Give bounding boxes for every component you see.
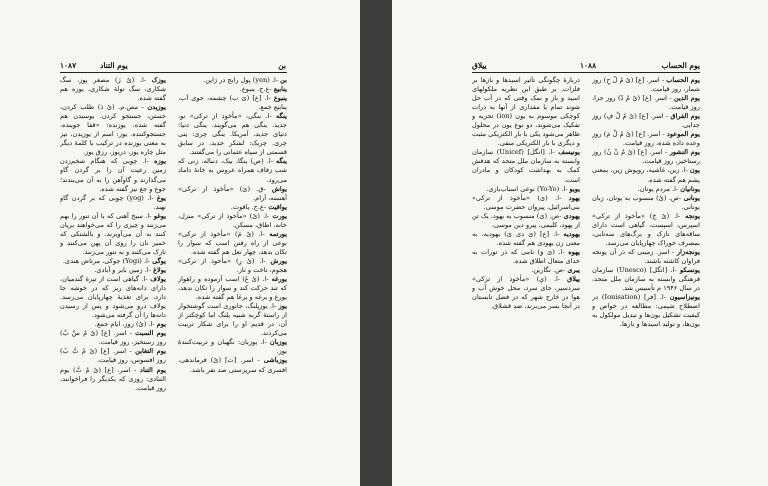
dictionary-entry xyxy=(592,76,700,94)
dictionary-entry xyxy=(592,266,700,293)
entry-headword: ینگه xyxy=(275,112,287,121)
entry-headword: یوغ xyxy=(156,193,166,202)
entry-headword: یولاغ xyxy=(153,265,166,274)
entry-definition: - اسر. [ع] (یُ مُ تَّ بُ) روز افسوس، روز قیامت. xyxy=(60,347,166,365)
right-page-column-right xyxy=(592,76,700,329)
entry-headword: یویو xyxy=(569,184,580,193)
entry-headword: یورت xyxy=(272,211,287,220)
entry-headword: یوم الفراق xyxy=(670,112,700,121)
dictionary-entry xyxy=(472,76,580,148)
dictionary-entry xyxy=(60,212,166,257)
dictionary-entry xyxy=(178,257,287,275)
entry-definition: -ع.ج. ینبوع. xyxy=(239,85,274,94)
dictionary-entry xyxy=(60,320,166,329)
entry-definition: -ا. (یَ وَ) نامی که در تورات به خدای متعال اطلاق شده. xyxy=(472,247,580,265)
entry-headword: یواقیت xyxy=(268,202,287,211)
entry-definition: -ع.ج. یاقوت. xyxy=(230,202,269,211)
entry-definition: -ا. [ع] (یَ ب) چشمه، جوی آب، ینابیع جمع. xyxy=(178,94,287,112)
entry-definition: -ا. یوزپلنگ، جانوری است گوشتخوار از راستهٔ گربه شبیه پلنگ اما کوچکتر از آن، در قدیم او را برای شکار تربیت می‌کردند. xyxy=(178,302,287,338)
dictionary-entry xyxy=(472,194,580,212)
entry-headword: یونیسف xyxy=(558,148,580,157)
entry-definition: -ا. (یُ رِ) «مأخوذ از ترکی» هجوم، تاخت و تاز. xyxy=(178,256,287,274)
dictionary-entry xyxy=(60,266,166,275)
entry-headword: یورتمه xyxy=(269,229,287,238)
dictionary-entry xyxy=(472,266,580,275)
dictionary-entry xyxy=(472,212,580,230)
dictionary-entry xyxy=(60,76,166,103)
left-page-number: ۱۰۸۷ xyxy=(60,61,77,70)
entry-headword: یونجه‌زار xyxy=(676,247,700,256)
entry-definition: -ا. (yen) پول رایج در ژاپن. xyxy=(203,76,281,84)
entry-definition: -ا. (یُ جَ) «مأخوذ از ترکی» اسپرس، اسپست، گیاهی است دارای ساقه‌های نازک و برگ‌های سه‌تایی، بمصرف خوراک چهارپایان می‌رسد. xyxy=(592,211,700,247)
entry-definition: - اسر. [ع] (یُ مُ تَّ) یوم التنادی: روزی که یکدیگر را فراخوانند، روز قیامت. xyxy=(60,365,166,392)
dictionary-entry xyxy=(60,257,166,266)
entry-headword: یبری xyxy=(567,265,580,274)
dictionary-entry xyxy=(472,185,580,194)
entry-headword: یوغو xyxy=(153,211,166,220)
entry-definition: -ا. (yog) چوبی که بر گردن گاو نهند. xyxy=(60,193,166,211)
entry-definition: -ا. [فر] (Ionisation) در اصطلاح شیمی: مطالعه در خواص و کیفیت تشکیل یون‌ها و تبدیل مولکول به یون‌ها، و تولید اسیدها و بازها. xyxy=(592,293,700,329)
entry-headword: یوم النشور xyxy=(669,148,700,157)
entry-headword: ینبوع xyxy=(273,94,287,103)
entry-definition: -ا. (یِ) «مأخوذ از ترکی» سردسیر، جای سرد، محل خوش آب و هوا در خارج شهر که در فصل تابستان در آنجا بسر می‌برند، ضد قشلاق. xyxy=(472,275,580,311)
entry-headword: یونانی xyxy=(683,193,700,202)
dictionary-entry xyxy=(472,275,580,311)
dictionary-entry xyxy=(178,112,287,157)
entry-definition: - اسر. [ع] (یُ مُ لْ مَ) روز وعده داده شده، روز قیامت. xyxy=(592,130,700,148)
entry-headword: یهودیه xyxy=(563,229,580,238)
dictionary-entry xyxy=(178,76,287,85)
left-header-rule xyxy=(60,72,287,73)
entry-headword: یوم التناد xyxy=(140,365,166,374)
dictionary-entry xyxy=(60,329,166,347)
dictionary-entry xyxy=(178,185,287,203)
right-guide-first: یوم الحساب xyxy=(661,61,700,70)
dictionary-entry xyxy=(178,230,287,257)
left-page-column-right xyxy=(178,76,287,375)
entry-headword: یولاف xyxy=(150,275,166,284)
entry-definition: -ا. (Yo-Yo) نوعی اسباب‌بازی. xyxy=(486,184,570,193)
entry-headword: یوزه xyxy=(154,157,166,166)
entry-definition: -ا. مردم یونان. xyxy=(637,184,681,193)
entry-definition: -ا. گیاهی است از تیرهٔ گندمیان، دارای دانه‌های ریز که در خوشه جا دارد، برای تغذیهٔ چهارپایان می‌رسد. یولاف درو می‌شود و پس از رسیدن دانه‌ها را آن گرفته می‌شود. xyxy=(60,275,166,320)
dictionary-entry xyxy=(178,338,287,356)
entry-headword: یهودی xyxy=(563,211,580,220)
entry-definition: -ا. (ص) ینگا، بیک، دنباله، زنی که شب زفاف همراه عروس به خانهٔ داماد می‌رود. xyxy=(178,157,287,184)
entry-definition: -ص. نگارین. xyxy=(531,265,568,274)
dictionary-entry xyxy=(60,194,166,212)
entry-definition: -ص. (یُ) منسوب به یونان، زبان یونانی. xyxy=(592,193,700,211)
entry-headword: یوزیدن xyxy=(147,103,166,112)
entry-definition: -ا. (یُ) «مأخوذ از ترکی» منزل، خانه، اطاق، مسکن. xyxy=(178,211,287,229)
entry-headword: یوزک xyxy=(151,76,166,84)
left-guide-last: یوم التناد xyxy=(100,61,128,70)
dictionary-entry xyxy=(60,103,166,157)
entry-headword: یورش xyxy=(270,256,287,265)
entry-headword: یهوه xyxy=(568,247,580,256)
entry-headword: یونانیان xyxy=(680,184,700,193)
entry-headword: یوم الموعود xyxy=(666,130,700,139)
entry-headword: یوم الدین xyxy=(673,94,700,103)
entry-definition: -ا. (یَ) «مأخوذ از ترکی» بنی‌اسرائیل، پیروان حضرت موسی. xyxy=(472,193,580,211)
entry-headword: یهود xyxy=(568,193,580,202)
dictionary-entry xyxy=(592,248,700,266)
entry-definition: -ا. (یُ) روز، ایام جمع. xyxy=(94,320,157,329)
entry-headword: یونسکو xyxy=(679,265,700,274)
dictionary-entry xyxy=(592,212,700,248)
dictionary-entry xyxy=(592,185,700,194)
dictionary-entry xyxy=(178,157,287,184)
entry-headword: یونجه xyxy=(685,211,700,220)
entry-definition: -ا. یوزبان: نگهبان و تربیت‌کنندهٔ یوز. xyxy=(178,338,287,356)
entry-headword: یوم السبت xyxy=(135,329,166,338)
entry-definition: - اسر. [ع] (یُ مُ سَّ بْ) روز رستخیز، روز قیامت. xyxy=(60,329,166,347)
entry-headword: یوگی xyxy=(152,256,166,265)
right-guide-last: ییلاق xyxy=(472,61,487,70)
dictionary-entry xyxy=(592,94,700,112)
dictionary-entry xyxy=(178,302,287,338)
right-page-column-left xyxy=(472,76,580,311)
entry-headword: یونیزاسیون xyxy=(669,293,700,302)
right-page xyxy=(392,0,768,486)
entry-definition: -ا. (یُ مَ) «مأخوذ از ترکی» نوعی از راه رفتن اسب که سوار را تکان بدهد، چهار نعل هم گفته شده. xyxy=(178,229,287,256)
entry-headword: یون xyxy=(689,166,700,175)
entry-definition: - مص.م. (یُ دَ) طلب کردن، جستن، جستجو کردن. یوسیدن هم گفته شده. یوزنده: «قفا جوینده، جستجوکننده. یوز: اسم از یوزیدن، نیز به معنی یوزنده در ترکیب با کلمهٔ دیگر مثل چاره یوز، دریوز، رزق یوز. xyxy=(60,103,166,157)
dictionary-entry xyxy=(178,275,287,302)
entry-definition: -ا. زین، غاشیه، روپوش زین، بمعنی پشم هم گفته شده. xyxy=(592,166,700,184)
dictionary-entry xyxy=(178,203,287,212)
left-page-column-left xyxy=(60,76,166,393)
entry-definition: -ص. (یَ) منسوب به یهود، یک تن از یهود، کلیمی، پیرو دین موسی. xyxy=(472,211,580,229)
entry-definition: - اسر. [ع] (یُ مُ دّ) روز جزا، روز قیامت. xyxy=(592,94,700,112)
dictionary-entry xyxy=(592,166,700,184)
dictionary-entry xyxy=(472,248,580,266)
dictionary-entry xyxy=(592,194,700,212)
entry-definition: - اسر. [ع] (یُ مُ لْ حِ) روز شمار، روز قیامت. xyxy=(592,76,700,94)
dictionary-entry xyxy=(178,85,287,94)
dictionary-entry xyxy=(592,112,700,130)
left-page xyxy=(0,0,360,486)
entry-headword: یوز xyxy=(278,302,287,311)
entry-headword: ییلاق xyxy=(567,275,580,284)
entry-definition: -ا. (Yogi) جوکی، مرتاض هندی. xyxy=(62,256,153,265)
entry-definition: -ا. سیخ آهنی که با آن تنور را بهم می‌زنند و چیزی را که می‌خواهند بریان کنند به آن می‌آویزند، و بالشتکی که خمیر نان را روی آن پهن می‌کنند و نازک می‌کنند و به تنور می‌زنند. xyxy=(60,211,166,256)
entry-definition: -ا. (یُ غَ) اسب آزموده و راهوار که تند حرکت کند و سوار را تکان ندهد، یورغ و یرغه و یرغا هم گفته شده. xyxy=(178,275,287,302)
entry-definition: -ا. بنگی، «مأخوذ از ترکی» نو، جدید. ینگی هم می‌گویند. ینگی دنیا: دنیای جدید، آمریکا. ینگی چری: ینی چری. چریک: لشکر جدید، در سابق قسمتی از سپاه عثمانی را می‌گفتند. xyxy=(178,112,287,157)
entry-definition: -ا. (یُ زَ) مصغر یوز، سگ شکاری، سگ تولهٔ شکاری، یوزه هم گفته شده. xyxy=(60,76,166,103)
entry-headword: یوم الحساب xyxy=(666,76,700,84)
right-header-rule xyxy=(472,72,700,73)
dictionary-entry xyxy=(60,157,166,193)
entry-definition: -ق. (یَ) «مأخوذ از ترکی» آهسته، آرام. xyxy=(178,184,287,202)
entry-definition: -ا. [انگل] (Unicef) سازمان وابسته به سازمان ملل متحد که هدفش کمک به بهداشت کودکان و مادران است. xyxy=(472,148,580,184)
entry-headword: یورغه xyxy=(271,275,287,284)
dictionary-entry xyxy=(178,94,287,112)
entry-headword: یوم التغابن xyxy=(135,347,166,356)
entry-headword: ینگه xyxy=(275,157,287,166)
dictionary-entry xyxy=(592,148,700,166)
entry-headword: یوم xyxy=(156,320,166,329)
entry-headword: بن xyxy=(280,76,287,84)
entry-headword: یواش xyxy=(271,184,287,193)
right-page-number: ۱۰۸۸ xyxy=(580,61,597,70)
entry-definition: - اسر. [ع] (یُ مُ لْ فِ) روز جدایی. xyxy=(592,112,700,130)
entry-definition: -ا. چوبی که هنگام شخم‌زدن زمین رعیت آن را بر گردن گاو می‌گذارند و گاوآهن را به آن می‌بندند؛ جوغ و جغ نیز گفته شده. xyxy=(60,157,166,193)
dictionary-entry xyxy=(60,275,166,320)
entry-definition: - اسر. [ت] (یُ) فرماندهی، افسری که سرپرستی صد نفر باشد. xyxy=(178,356,287,374)
dictionary-entry xyxy=(592,293,700,329)
entry-definition: - اسر. [ع] (یُ مُ نْ نُ) روز رستاخیز، روز قیامت. xyxy=(592,148,700,166)
dictionary-entry xyxy=(178,356,287,374)
left-guide-first: بن xyxy=(278,61,286,70)
dictionary-entry xyxy=(472,230,580,248)
entry-definition: دربارهٔ چگونگی تأثیر اسیدها و بازها بر فلزات. بر طبق این نظریه ملکولهای اسید و باز و نمک وقتی که در آب حل شوند تمام یا مقداری از آنها به ذرات کوچکی موسوم به یون (ion) تجزیه و تفکیک می‌شوند، دو نوع یون در محلول ظاهر می‌شود یکی با بار الکتریکی مثبت و دیگری با بار الکتریکی منفی. xyxy=(472,76,580,148)
entry-headword: یوزبان xyxy=(269,338,287,347)
entry-headword: یوزباشی xyxy=(263,356,287,365)
entry-definition: -ا. زمین بایر و آبادی. xyxy=(94,265,154,274)
dictionary-entry xyxy=(178,212,287,230)
dictionary-entry xyxy=(60,366,166,393)
dictionary-entry xyxy=(60,347,166,365)
entry-definition: -ا. [ع] (یَ دی یَ) یهودیه، به معنی زن یهودی هم گفته شده. xyxy=(472,229,580,247)
dictionary-entry xyxy=(472,148,580,184)
entry-definition: - اسر. زمینی که در آن یونجه فراوان کاشته باشند. xyxy=(592,247,700,265)
entry-definition: -ا. [انگل] (Unesco) سازمان فرهنگی وابسته به سازمان ملل متحد، در سال ۱۹۴۶ م تأسیس شد. xyxy=(592,265,700,293)
dictionary-entry xyxy=(592,130,700,148)
entry-headword: ینابیع xyxy=(273,85,287,94)
